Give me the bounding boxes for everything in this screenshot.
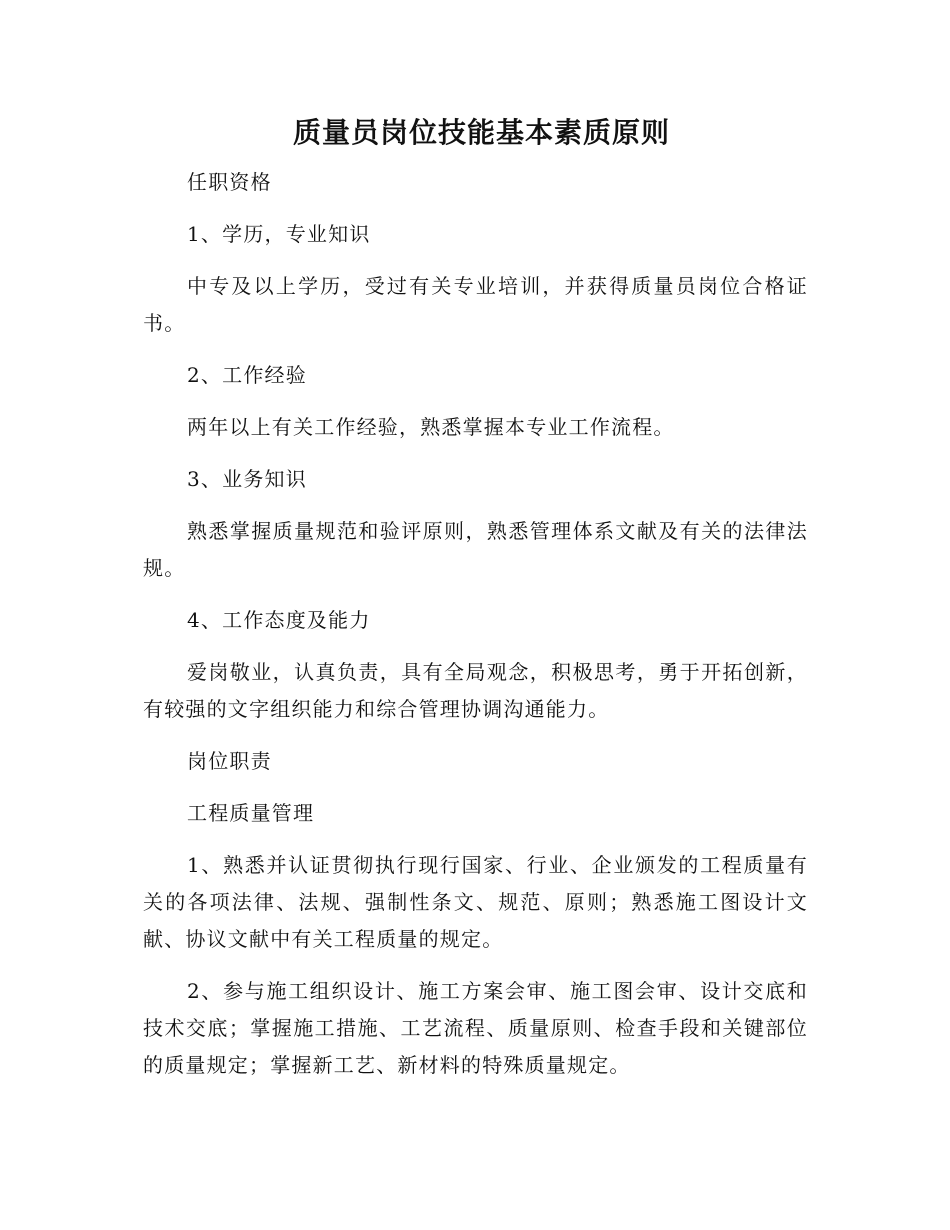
section-heading-qualifications: 任职资格 <box>187 170 272 194</box>
subheading-experience: 2、工作经验 <box>187 363 307 387</box>
paragraph-knowledge: 熟悉掌握质量规范和验评原则，熟悉管理体系文献及有关的法律法规。 <box>143 519 808 580</box>
paragraph-duty-1: 1、熟悉并认证贯彻执行现行国家、行业、企业颁发的工程质量有关的各项法律、法规、强制性条文、规范、原则；熟悉施工图设计文献、协议文献中有关工程质量的规定。 <box>143 853 808 951</box>
subheading-attitude: 4、工作态度及能力 <box>187 608 371 632</box>
paragraph-experience: 两年以上有关工作经验，熟悉掌握本专业工作流程。 <box>187 415 675 439</box>
subheading-education: 1、学历，专业知识 <box>187 222 371 246</box>
paragraph-duty-2: 2、参与施工组织设计、施工方案会审、施工图会审、设计交底和技术交底；掌握施工措施、工艺流程、质量原则、检查手段和关键部位的质量规定；掌握新工艺、新材料的特殊质量规定。 <box>143 979 808 1077</box>
subheading-knowledge: 3、业务知识 <box>187 467 307 491</box>
section-heading-duties: 岗位职责 <box>187 749 272 773</box>
document-body <box>143 108 808 1099</box>
document-title: 质量员岗位技能基本素质原则 <box>292 116 670 149</box>
paragraph-education: 中专及以上学历，受过有关专业培训，并获得质量员岗位合格证书。 <box>143 274 808 335</box>
paragraph-attitude: 爱岗敬业，认真负责，具有全局观念，积极思考，勇于开拓创新，有较强的文字组织能力和综合管理协调沟通能力。 <box>143 660 808 721</box>
subheading-quality-management: 工程质量管理 <box>187 801 315 825</box>
